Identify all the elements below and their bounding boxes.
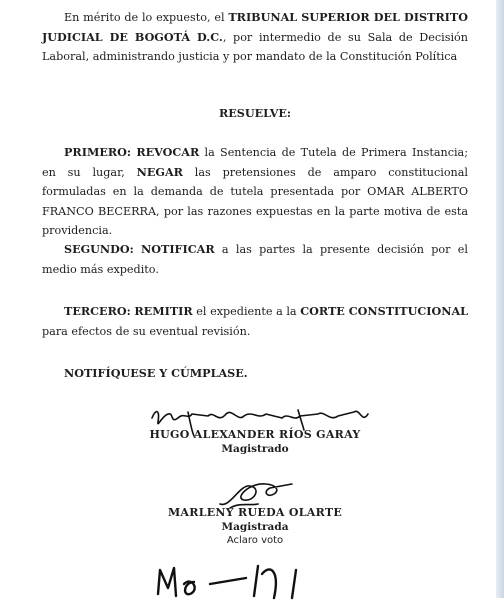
signer-role-2: Magistrada [221,521,289,533]
tercero-entity: CORTE CONSTITUCIONAL [300,304,468,318]
signer-role-1: Magistrado [221,443,289,455]
primero-verb2: NEGAR [136,164,183,179]
primero-paragraph [42,143,468,241]
tercero-colon: : [126,304,131,318]
primero-text1: la Sentencia de Tutela de Primera Instancia; en su lugar, [42,146,468,179]
tercero-paragraph [42,302,468,341]
segundo-text: a las partes la presente decisión por el medio más expedito. [42,243,468,276]
primero-colon: : [126,145,132,159]
primero-label: PRIMERO [64,145,127,159]
page-edge [496,0,504,598]
tercero-text2: para efectos de su eventual revisión. [42,324,251,338]
court-name: TRIBUNAL SUPERIOR DEL DISTRITO JUDICIAL DE BOGOTÁ D.C. [42,10,468,44]
signer-note-2: Aclaro voto [226,535,284,546]
primero-text2: las pretensiones de amparo constitucional formuladas en la demanda de tutela presentada por OMAR ALBERTO FRANCO BECERRA, por las razones expuestas en la parte motiva de esta providencia. [42,165,469,237]
closing-text: NOTIFÍQUESE Y CÚMPLASE. [64,366,248,380]
signer-name-1: HUGO ALEXANDER RÍOS GARAY [149,428,361,441]
primero-verb: REVOCAR [136,145,200,159]
intro-paragraph [42,8,468,67]
resolve-heading-text: RESUELVE: [218,106,292,120]
signature-block-2 [140,506,370,548]
segundo-verb: NOTIFICAR [141,242,215,256]
resolve-heading [42,104,468,124]
tercero-label: TERCERO [64,304,127,318]
signer-name-2: MARLENY RUEDA OLARTE [167,506,343,519]
intro-rest: , por intermedio de su Sala de Decisión Laboral, administrando justicia y por mandato de la Constitución Política [42,30,469,63]
signature-block-1 [140,428,370,456]
segundo-label: SEGUNDO [64,242,130,256]
tercero-text1: el expediente a la [192,305,301,318]
segundo-paragraph [42,240,468,279]
tercero-verb: REMITIR [134,304,193,318]
closing-paragraph [42,364,468,384]
signature-scribble-3 [150,560,330,600]
intro-lead: En mérito de lo expuesto, el [64,11,229,24]
segundo-colon: : [129,242,134,256]
